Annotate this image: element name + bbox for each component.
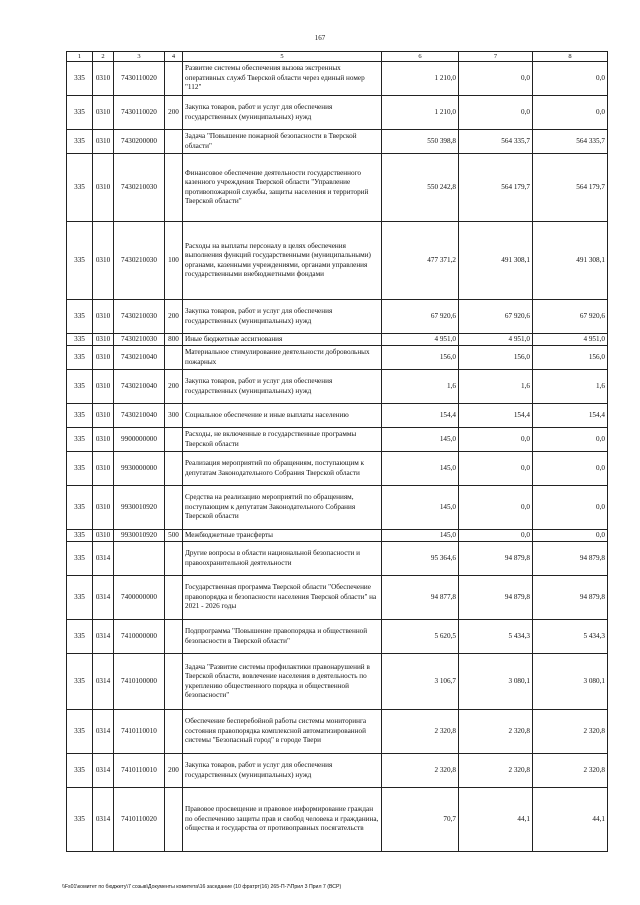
row-code-section: 0310 [93,346,114,370]
row-amount-col7: 2 320,8 [459,710,533,754]
row-description: Расходы, не включенные в государственные программы Тверской области [183,428,382,452]
row-amount-col6: 145,0 [382,452,459,486]
table-row [67,300,608,334]
table-row [67,710,608,754]
row-amount-col7: 5 434,3 [459,620,533,654]
row-amount-col7: 0,0 [459,62,533,96]
table-row [67,754,608,788]
row-amount-col8: 564 335,7 [533,130,608,154]
row-amount-col6: 145,0 [382,428,459,452]
row-code-section: 0310 [93,530,114,542]
row-code-section: 0314 [93,576,114,620]
row-code-section: 0310 [93,452,114,486]
row-description: Иные бюджетные ассигнования [183,334,382,346]
row-code-admin: 335 [67,530,93,542]
row-description: Закупка товаров, работ и услуг для обеспечения государственных (муниципальных) нужд [183,96,382,130]
row-code-admin: 335 [67,96,93,130]
row-code-section: 0310 [93,428,114,452]
table-row [67,542,608,576]
row-code-target [114,542,165,576]
row-code-admin: 335 [67,576,93,620]
row-amount-col8: 94 879,8 [533,542,608,576]
row-description: Закупка товаров, работ и услуг для обеспечения государственных (муниципальных) нужд [183,370,382,404]
table-row [67,346,608,370]
row-code-section: 0310 [93,62,114,96]
row-amount-col6: 95 364,6 [382,542,459,576]
row-code-expense-type: 200 [165,754,183,788]
row-amount-col8: 67 920,6 [533,300,608,334]
row-description: Социальное обеспечение и иные выплаты населению [183,404,382,428]
row-amount-col7: 44,1 [459,788,533,852]
table-row [67,530,608,542]
footer-file-path: \\Fs01\комитет по бюджету\7 созыв\Документы комитета\16 заседание (10 фратрт(16) 265-П-7\Прил 3 Прил 7 (ВСР) [62,884,342,890]
row-amount-col6: 4 951,0 [382,334,459,346]
row-code-expense-type [165,346,183,370]
row-code-section: 0310 [93,222,114,300]
row-description: Средства на реализацию мероприятий по обращениям, поступающим к депутатам Законодательного Собрания Тверской области [183,486,382,530]
row-description: Задача "Развитие системы профилактики правонарушений в Тверской области, вовлечение населения в деятельность по укреплению общественного порядка и общественной безопасности" [183,654,382,710]
row-amount-col8: 0,0 [533,452,608,486]
row-amount-col6: 550 242,8 [382,154,459,222]
row-amount-col6: 550 398,8 [382,130,459,154]
row-code-section: 0310 [93,404,114,428]
row-code-expense-type [165,654,183,710]
row-description: Финансовое обеспечение деятельности государственного казенного учреждения Тверской области "Управление противопожарной службы, защиты населения и территорий Тверской области" [183,154,382,222]
row-amount-col8: 1,6 [533,370,608,404]
row-amount-col7: 1,6 [459,370,533,404]
row-description: Расходы на выплаты персоналу в целях обеспечения выполнения функций государственными (муниципальными) органами, казенными учреждениями, органами управления государственными внебюджетными фондами [183,222,382,300]
row-amount-col6: 3 106,7 [382,654,459,710]
row-description: Подпрограмма "Повышение правопорядка и общественной безопасности в Тверской области" [183,620,382,654]
row-code-admin: 335 [67,788,93,852]
row-code-admin: 335 [67,654,93,710]
row-code-admin: 335 [67,428,93,452]
table-row [67,130,608,154]
row-amount-col7: 94 879,8 [459,542,533,576]
row-amount-col7: 0,0 [459,452,533,486]
row-amount-col6: 1,6 [382,370,459,404]
row-code-admin: 335 [67,300,93,334]
row-code-expense-type [165,710,183,754]
row-amount-col7: 156,0 [459,346,533,370]
row-amount-col8: 0,0 [533,428,608,452]
row-amount-col8: 0,0 [533,96,608,130]
table-row [67,222,608,300]
row-code-target: 7430110020 [114,62,165,96]
table-row [67,654,608,710]
table-row [67,96,608,130]
row-code-admin: 335 [67,370,93,404]
row-code-target: 7430110020 [114,96,165,130]
row-amount-col6: 5 620,5 [382,620,459,654]
row-amount-col8: 0,0 [533,62,608,96]
row-code-section: 0310 [93,370,114,404]
row-code-expense-type [165,486,183,530]
table-row [67,788,608,852]
row-amount-col8: 3 080,1 [533,654,608,710]
page-number: 167 [314,34,326,42]
table-header-row [67,52,608,62]
row-code-admin: 335 [67,710,93,754]
row-code-section: 0314 [93,754,114,788]
row-amount-col6: 2 320,8 [382,710,459,754]
table-row [67,154,608,222]
row-amount-col7: 3 080,1 [459,654,533,710]
row-code-target: 7430210040 [114,346,165,370]
row-code-target: 7430210040 [114,370,165,404]
row-amount-col8: 5 434,3 [533,620,608,654]
row-code-target: 7430210030 [114,222,165,300]
table-row [67,576,608,620]
header-cell: 6 [382,52,459,62]
row-amount-col6: 156,0 [382,346,459,370]
row-amount-col7: 4 951,0 [459,334,533,346]
row-code-target: 9900000000 [114,428,165,452]
row-code-target: 7430210030 [114,334,165,346]
row-code-expense-type [165,542,183,576]
row-amount-col8: 0,0 [533,530,608,542]
row-code-target: 7410000000 [114,620,165,654]
row-code-admin: 335 [67,222,93,300]
table-row [67,62,608,96]
row-code-expense-type [165,620,183,654]
row-code-admin: 335 [67,346,93,370]
row-code-expense-type: 800 [165,334,183,346]
row-code-section: 0314 [93,654,114,710]
row-code-section: 0310 [93,334,114,346]
row-code-expense-type: 100 [165,222,183,300]
row-description: Развитие системы обеспечения вызова экстренных оперативных служб Тверской области через единый номер "112" [183,62,382,96]
row-code-target: 7430210040 [114,404,165,428]
row-amount-col8: 44,1 [533,788,608,852]
header-cell: 8 [533,52,608,62]
row-code-target: 7410110010 [114,754,165,788]
row-code-target: 7410100000 [114,654,165,710]
row-code-target: 7410110020 [114,788,165,852]
row-amount-col6: 1 210,0 [382,96,459,130]
row-amount-col6: 1 210,0 [382,62,459,96]
row-code-section: 0314 [93,542,114,576]
row-amount-col8: 4 951,0 [533,334,608,346]
table-row [67,370,608,404]
row-description: Закупка товаров, работ и услуг для обеспечения государственных (муниципальных) нужд [183,300,382,334]
header-cell: 1 [67,52,93,62]
row-amount-col8: 2 320,8 [533,754,608,788]
row-code-target: 7430200000 [114,130,165,154]
table-row [67,452,608,486]
header-cell: 3 [114,52,165,62]
row-code-admin: 335 [67,620,93,654]
row-code-section: 0310 [93,486,114,530]
row-description: Материальное стимулирование деятельности добровольных пожарных [183,346,382,370]
row-code-admin: 335 [67,404,93,428]
row-code-admin: 335 [67,130,93,154]
row-code-target: 7430210030 [114,154,165,222]
header-cell: 7 [459,52,533,62]
row-amount-col7: 2 320,8 [459,754,533,788]
row-amount-col8: 564 179,7 [533,154,608,222]
row-amount-col7: 0,0 [459,428,533,452]
row-amount-col7: 564 179,7 [459,154,533,222]
row-amount-col8: 0,0 [533,486,608,530]
row-code-expense-type [165,62,183,96]
row-code-target: 7430210030 [114,300,165,334]
row-amount-col6: 2 320,8 [382,754,459,788]
row-amount-col6: 94 877,8 [382,576,459,620]
row-code-target: 9930000000 [114,452,165,486]
row-code-section: 0310 [93,154,114,222]
row-amount-col7: 564 335,7 [459,130,533,154]
row-amount-col7: 0,0 [459,486,533,530]
row-code-expense-type [165,428,183,452]
row-description: Межбюджетные трансферты [183,530,382,542]
row-amount-col7: 67 920,6 [459,300,533,334]
row-code-expense-type [165,154,183,222]
row-code-target: 7400000000 [114,576,165,620]
row-description: Задача "Повышение пожарной безопасности в Тверской области" [183,130,382,154]
row-code-section: 0314 [93,620,114,654]
header-cell: 4 [165,52,183,62]
row-code-expense-type: 200 [165,96,183,130]
table-row [67,428,608,452]
table-row [67,620,608,654]
row-amount-col6: 145,0 [382,486,459,530]
row-code-expense-type [165,452,183,486]
row-description: Реализация мероприятий по обращениям, поступающим к депутатам Законодательного Собрания Тверской области [183,452,382,486]
row-amount-col6: 70,7 [382,788,459,852]
row-description: Обеспечение бесперебойной работы системы мониторинга состояния правопорядка комплексной автоматизированной системы "Безопасный город" в городе Твери [183,710,382,754]
row-amount-col7: 154,4 [459,404,533,428]
table-row [67,334,608,346]
row-amount-col8: 2 320,8 [533,710,608,754]
row-code-expense-type: 500 [165,530,183,542]
row-amount-col7: 0,0 [459,530,533,542]
budget-table [66,51,608,852]
row-amount-col7: 94 879,8 [459,576,533,620]
row-code-admin: 335 [67,62,93,96]
row-code-section: 0314 [93,788,114,852]
row-code-expense-type [165,576,183,620]
row-code-section: 0310 [93,300,114,334]
header-cell: 5 [183,52,382,62]
row-code-section: 0314 [93,710,114,754]
row-code-target: 9930010920 [114,486,165,530]
row-description: Другие вопросы в области национальной безопасности и правоохранительной деятельности [183,542,382,576]
row-amount-col8: 156,0 [533,346,608,370]
header-cell: 2 [93,52,114,62]
row-code-section: 0310 [93,96,114,130]
table-row [67,404,608,428]
row-code-expense-type: 200 [165,300,183,334]
row-code-target: 9930010920 [114,530,165,542]
row-description: Государственная программа Тверской области "Обеспечение правопорядка и безопасности населения Тверской области" на 2021 - 2026 годы [183,576,382,620]
row-code-admin: 335 [67,452,93,486]
row-amount-col8: 154,4 [533,404,608,428]
row-amount-col8: 94 879,8 [533,576,608,620]
row-amount-col7: 491 308,1 [459,222,533,300]
row-code-expense-type [165,130,183,154]
row-amount-col6: 67 920,6 [382,300,459,334]
row-amount-col7: 0,0 [459,96,533,130]
row-code-target: 7410110010 [114,710,165,754]
row-code-expense-type [165,788,183,852]
row-description: Правовое просвещение и правовое информирование граждан по обеспечению защиты прав и свобод человека и гражданина, общества и государства от противоправных посягательств [183,788,382,852]
row-code-expense-type: 300 [165,404,183,428]
row-amount-col6: 154,4 [382,404,459,428]
row-code-admin: 335 [67,542,93,576]
row-description: Закупка товаров, работ и услуг для обеспечения государственных (муниципальных) нужд [183,754,382,788]
row-code-admin: 335 [67,334,93,346]
row-amount-col6: 477 371,2 [382,222,459,300]
row-amount-col6: 145,0 [382,530,459,542]
table-row [67,486,608,530]
row-code-admin: 335 [67,154,93,222]
row-code-admin: 335 [67,486,93,530]
row-code-admin: 335 [67,754,93,788]
row-amount-col8: 491 308,1 [533,222,608,300]
row-code-section: 0310 [93,130,114,154]
row-code-expense-type: 200 [165,370,183,404]
